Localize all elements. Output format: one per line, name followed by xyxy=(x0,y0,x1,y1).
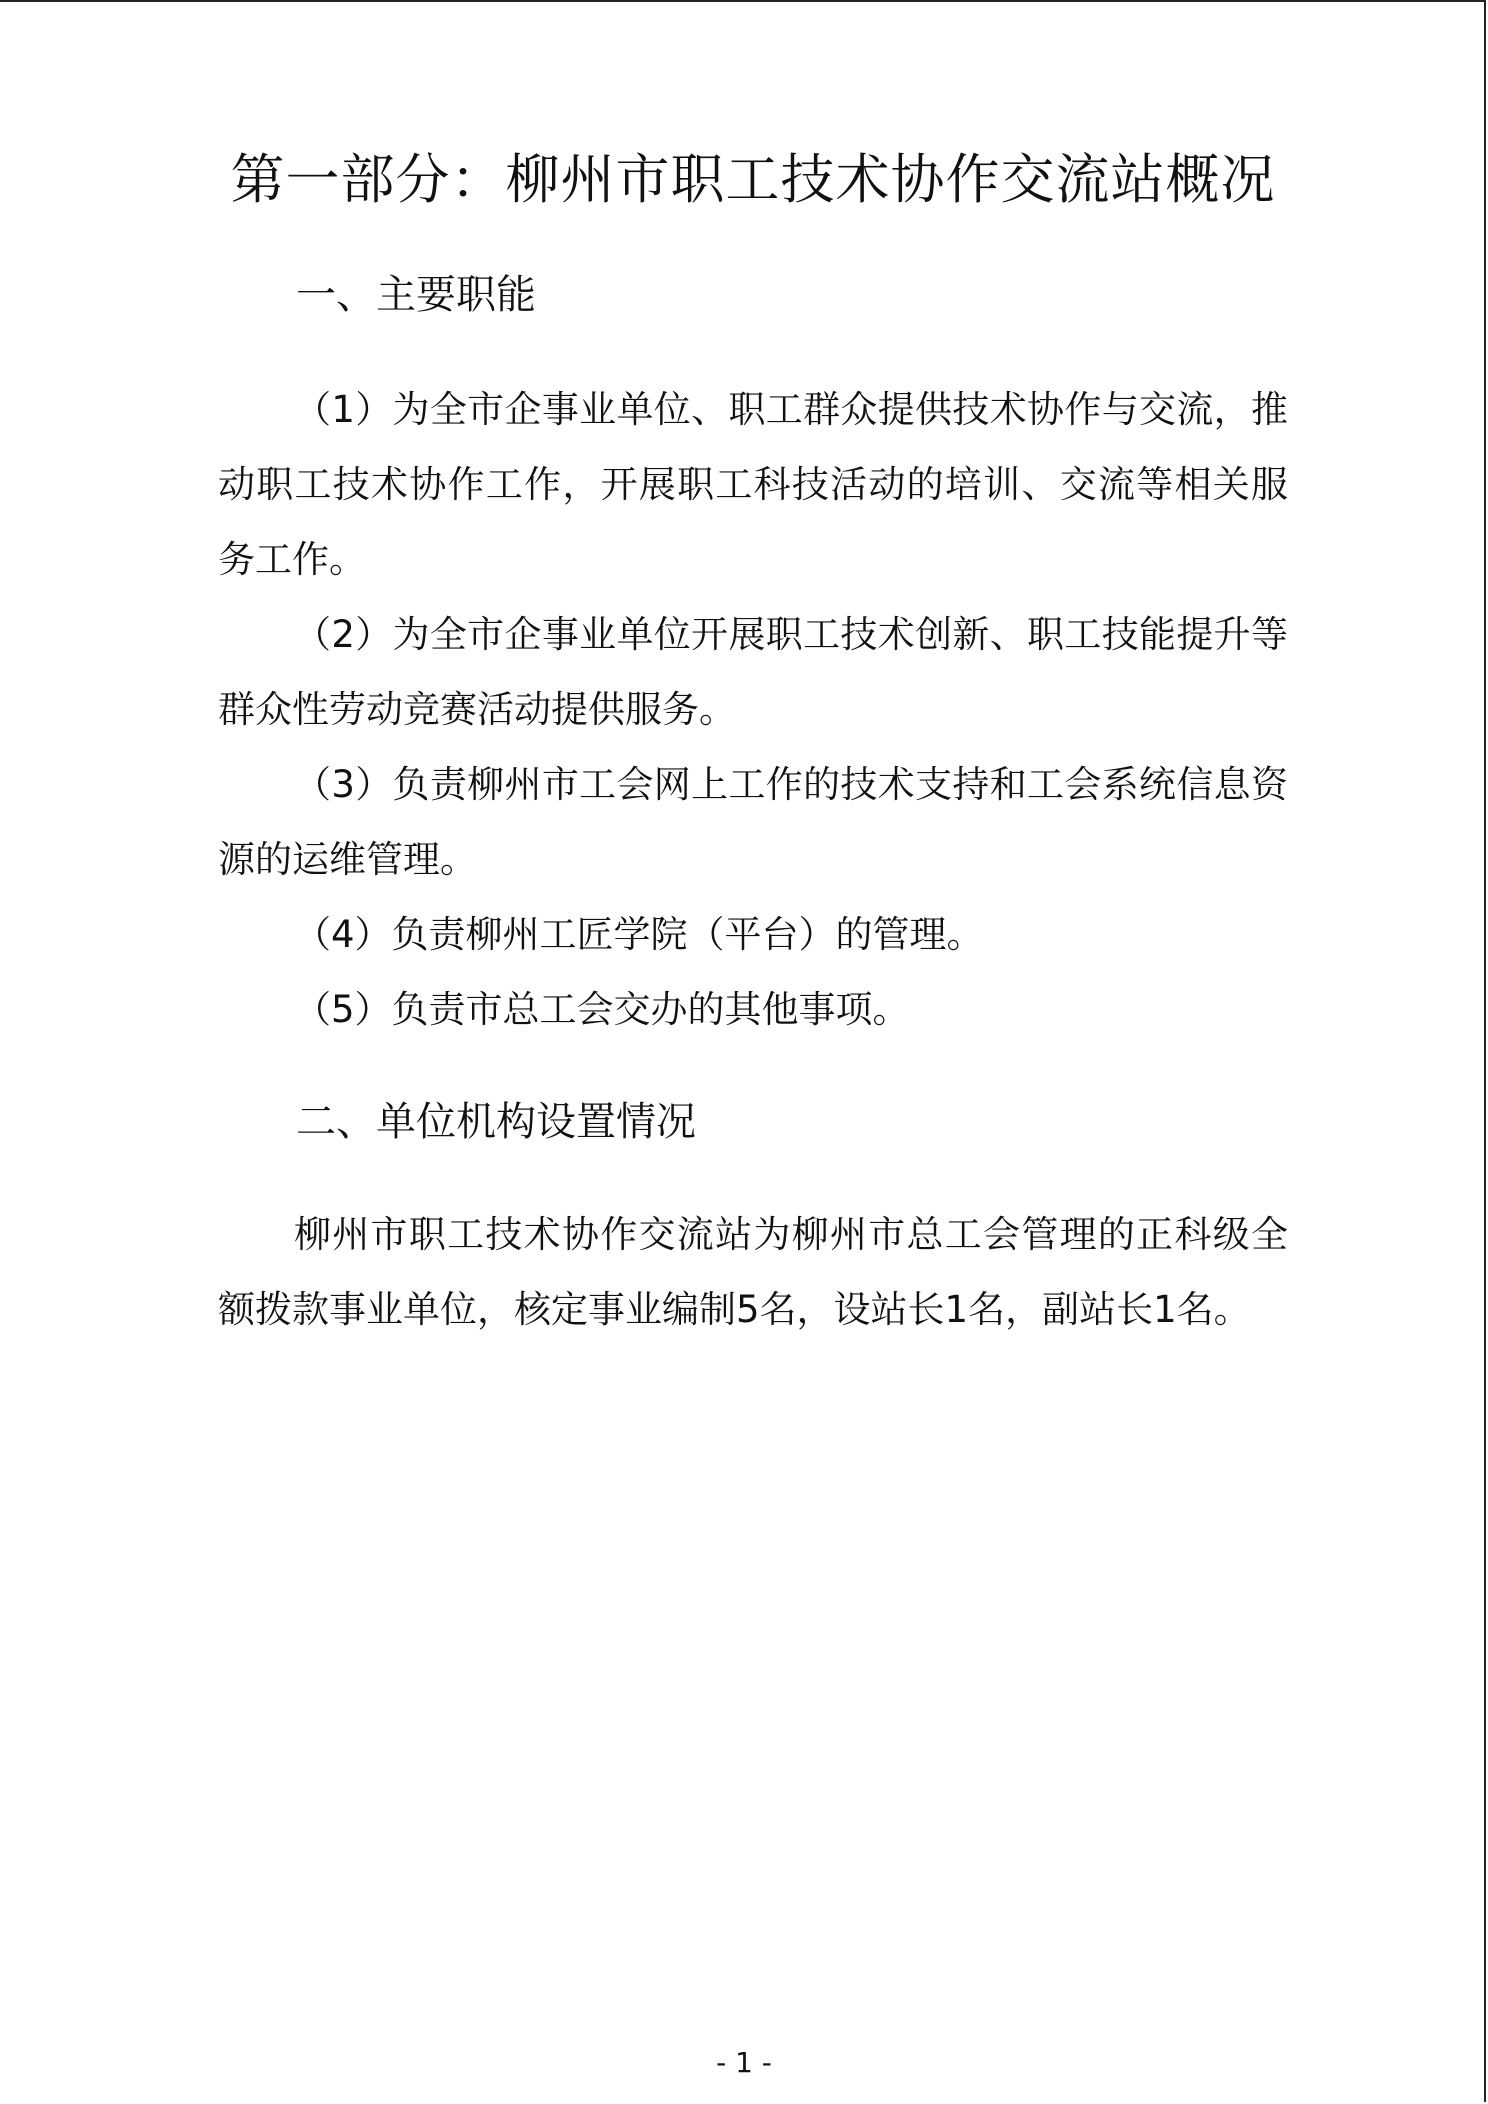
organization-paragraph: 柳州市职工技术协作交流站为柳州市总工会管理的正科级全额拨款事业单位，核定事业编制5名，设站长1名，副站长1名。 xyxy=(218,1213,1288,1331)
page-number: - 1 - xyxy=(716,2046,772,2079)
function-item-5: （5）负责市总工会交办的其他事项。 xyxy=(294,988,910,1031)
section-heading-organization: 二、单位机构设置情况 xyxy=(296,1099,696,1145)
section-heading-main-functions: 一、主要职能 xyxy=(296,272,536,318)
function-item-4: （4）负责柳州工匠学院（平台）的管理。 xyxy=(294,913,984,956)
function-item-1: （1）为全市企事业单位、职工群众提供技术协作与交流，推动职工技术协作工作，开展职工科技活动的培训、交流等相关服务工作。 xyxy=(218,388,1288,581)
function-item-2: （2）为全市企事业单位开展职工技术创新、职工技能提升等群众性劳动竞赛活动提供服务。 xyxy=(218,613,1288,731)
page-title: 第一部分：柳州市职工技术协作交流站概况 xyxy=(230,148,1276,211)
function-item-3: （3）负责柳州市工会网上工作的技术支持和工会系统信息资源的运维管理。 xyxy=(218,763,1288,881)
